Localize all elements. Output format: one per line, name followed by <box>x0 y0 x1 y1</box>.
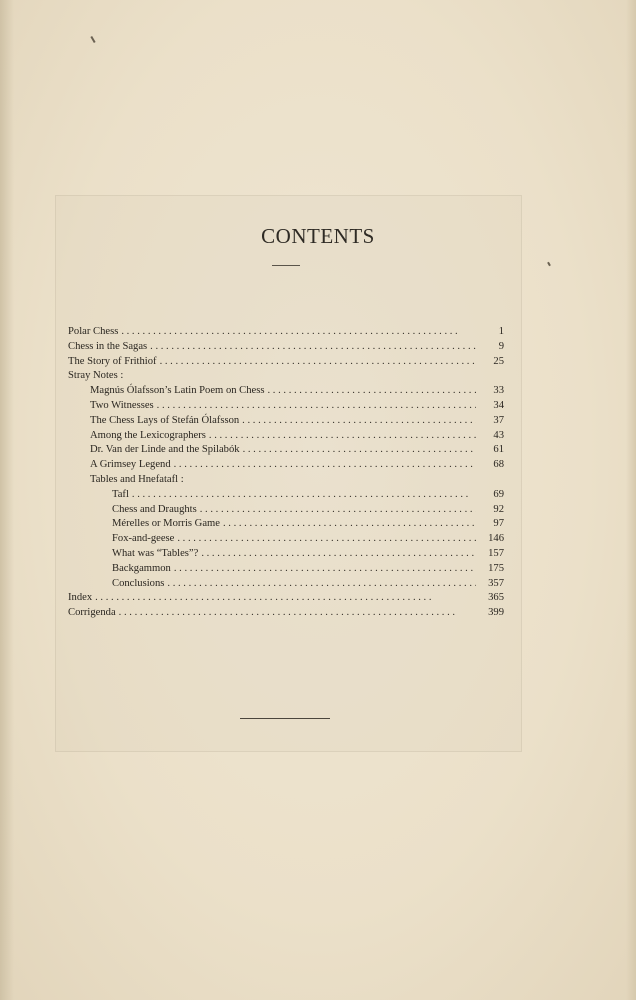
toc-entry <box>68 503 504 518</box>
toc-entry-row <box>90 414 504 429</box>
toc-entry-page: 365 <box>488 592 504 604</box>
toc-entry <box>68 517 504 532</box>
toc-entry-page: 37 <box>493 414 504 426</box>
toc-entry-page: 33 <box>493 385 504 397</box>
toc-entry-label: Backgammon <box>112 562 171 574</box>
toc-entry <box>68 577 504 592</box>
page-title: CONTENTS <box>261 224 375 248</box>
toc-entry-row <box>90 384 504 399</box>
toc-entry-label: Dr. Van der Linde and the Spilabók <box>90 444 240 456</box>
toc-entry-page: 399 <box>488 607 504 619</box>
toc-entry-row <box>112 562 504 577</box>
toc-entry <box>68 473 504 488</box>
toc-entry-page: 1 <box>498 326 504 337</box>
toc-entry-row <box>112 547 504 562</box>
toc-entry-label: Magnús Ólafsson’s Latin Poem on Chess <box>90 385 265 397</box>
dot-leader <box>200 503 476 518</box>
toc-entry-label: Conclusions <box>112 577 165 589</box>
toc-entry-label: Polar Chess <box>68 326 119 337</box>
toc-entry-row <box>112 488 504 503</box>
dot-leader <box>223 517 476 532</box>
toc-entry-row <box>68 355 504 370</box>
toc-entry-row <box>90 399 504 414</box>
toc-entry-label: Two Witnesses <box>90 399 154 411</box>
toc-entry-label: Among the Lexicographers <box>90 429 206 441</box>
dot-leader <box>150 340 476 355</box>
toc-entry-page: 69 <box>493 488 504 500</box>
toc-entry-page: 175 <box>488 562 504 574</box>
toc-entry-row <box>68 325 504 340</box>
toc-entry <box>68 384 504 399</box>
toc-entry <box>68 532 504 547</box>
toc-entry-label: Stray Notes : <box>68 370 124 382</box>
dot-leader <box>119 606 476 621</box>
table-of-contents <box>68 325 504 621</box>
toc-entry-row <box>112 517 504 532</box>
toc-entry-row <box>90 429 504 444</box>
toc-entry <box>68 458 504 473</box>
toc-entry-label: Chess and Draughts <box>112 503 197 515</box>
dot-leader <box>209 429 476 444</box>
toc-entry <box>68 340 504 355</box>
toc-entry-page: 43 <box>493 429 504 441</box>
toc-entry-label: Tafl <box>112 488 129 500</box>
dot-leader <box>132 488 476 503</box>
toc-entry-row <box>68 606 504 621</box>
toc-entry-row <box>68 369 504 384</box>
toc-entry-row <box>112 577 504 592</box>
toc-entry <box>68 443 504 458</box>
toc-entry-row <box>112 532 504 547</box>
toc-entry-row <box>90 473 504 488</box>
toc-entry-page: 357 <box>488 577 504 589</box>
toc-entry-label: Fox-and-geese <box>112 533 175 545</box>
dot-leader <box>201 547 476 562</box>
title-rule <box>272 265 300 266</box>
dot-leader <box>177 532 476 547</box>
toc-entry-row <box>90 458 504 473</box>
dot-leader <box>243 443 476 458</box>
toc-entry-page: 146 <box>488 533 504 545</box>
paper-speck <box>90 36 95 43</box>
toc-entry-page: 157 <box>488 547 504 559</box>
toc-entry-page: 25 <box>493 355 504 367</box>
toc-entry-row <box>90 443 504 458</box>
toc-entry-label: The Story of Frithiof <box>68 355 157 367</box>
bottom-rule <box>240 718 330 719</box>
toc-entry <box>68 591 504 606</box>
toc-entry-label: A Grimsey Legend <box>90 459 171 471</box>
toc-entry <box>68 355 504 370</box>
toc-entry <box>68 547 504 562</box>
toc-entry <box>68 414 504 429</box>
dot-leader <box>242 414 476 429</box>
dot-leader <box>174 562 476 577</box>
toc-entry <box>68 562 504 577</box>
dot-leader <box>157 399 476 414</box>
dot-leader <box>121 325 476 340</box>
dot-leader <box>174 458 476 473</box>
toc-entry-row <box>68 340 504 355</box>
toc-entry-label: Corrigenda <box>68 607 116 619</box>
toc-entry <box>68 488 504 503</box>
toc-entry-page: 68 <box>493 459 504 471</box>
dot-leader <box>268 384 477 399</box>
toc-entry-row <box>112 503 504 518</box>
dot-leader <box>167 577 476 592</box>
paper-speck <box>547 262 551 266</box>
toc-entry-page: 97 <box>493 518 504 530</box>
toc-entry <box>68 399 504 414</box>
toc-entry-page: 92 <box>493 503 504 515</box>
toc-entry <box>68 429 504 444</box>
toc-entry-label: Tables and Hnefatafl : <box>90 473 184 485</box>
toc-entry-page: 34 <box>493 399 504 411</box>
dot-leader <box>95 591 476 606</box>
toc-entry <box>68 606 504 621</box>
dot-leader <box>160 355 476 370</box>
toc-entry-label: Mérelles or Morris Game <box>112 518 220 530</box>
toc-entry <box>68 325 504 340</box>
toc-entry-label: Index <box>68 592 93 604</box>
toc-entry-row <box>68 591 504 606</box>
toc-entry-label: Chess in the Sagas <box>68 340 148 352</box>
toc-entry <box>68 369 504 384</box>
toc-entry-label: What was “Tables”? <box>112 547 199 559</box>
toc-entry-page: 61 <box>493 444 504 456</box>
toc-entry-label: The Chess Lays of Stefán Ólafsson <box>90 414 240 426</box>
toc-entry-page: 9 <box>498 340 504 352</box>
